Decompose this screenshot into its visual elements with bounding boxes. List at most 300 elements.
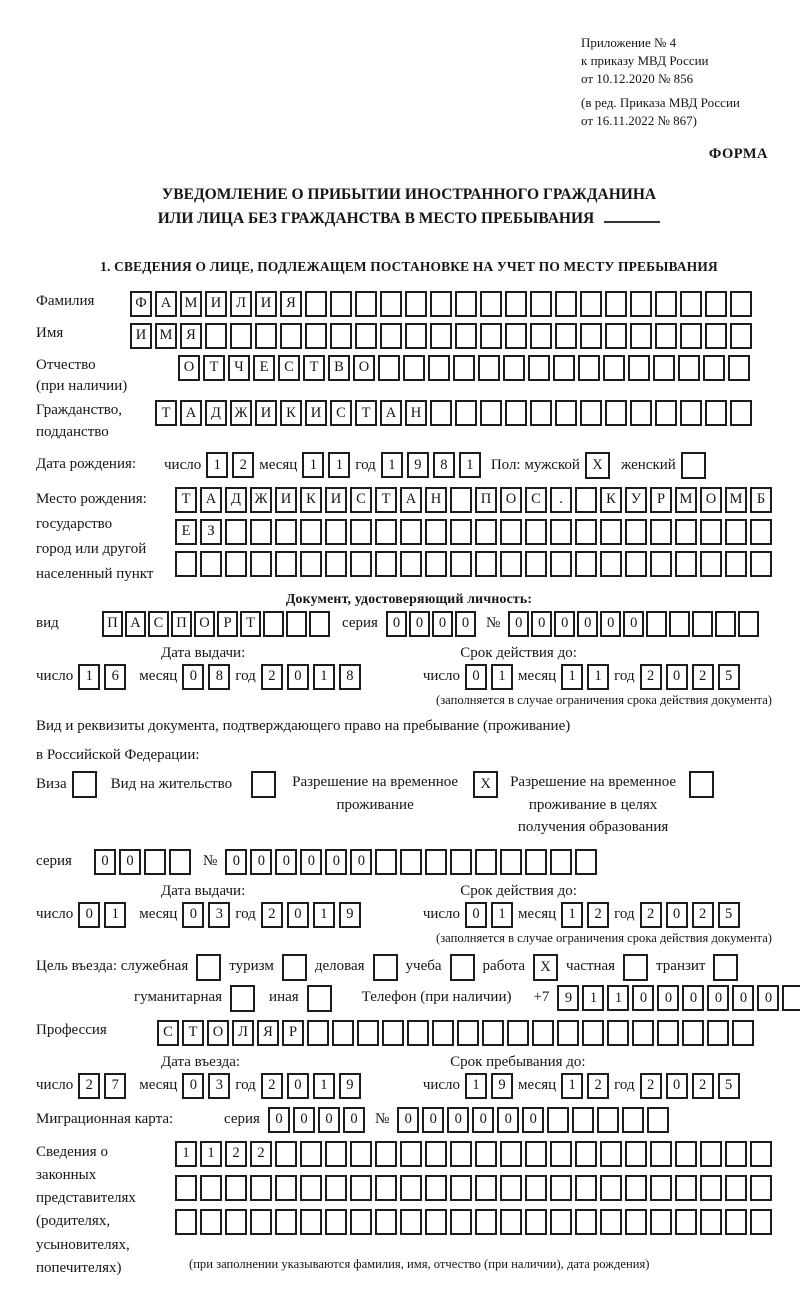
form-cell[interactable] [250,551,272,577]
form-cell[interactable]: 0 [447,1107,469,1133]
form-cell[interactable]: 2 [261,902,283,928]
form-cell[interactable] [375,1209,397,1235]
form-cell[interactable] [730,291,752,317]
form-cell[interactable]: 0 [225,849,247,875]
form-cell[interactable]: 0 [287,1073,309,1099]
form-cell[interactable] [300,1209,322,1235]
form-cell[interactable] [480,323,502,349]
form-cell[interactable]: 0 [78,902,100,928]
form-cell[interactable] [300,551,322,577]
form-cell[interactable]: 0 [182,1073,204,1099]
form-cell[interactable] [678,355,700,381]
form-cell[interactable]: 0 [275,849,297,875]
form-cell[interactable] [530,323,552,349]
form-cell[interactable] [251,771,276,798]
form-cell[interactable]: Т [175,487,197,513]
form-cell[interactable] [669,611,690,637]
form-cell[interactable]: И [275,487,297,513]
form-cell[interactable] [330,291,352,317]
form-cell[interactable] [450,519,472,545]
form-cell[interactable]: 1 [561,1073,583,1099]
form-cell[interactable]: 2 [261,664,283,690]
form-cell[interactable] [350,519,372,545]
form-cell[interactable] [230,323,252,349]
form-cell[interactable]: П [475,487,497,513]
form-cell[interactable]: 1 [313,902,335,928]
form-cell[interactable] [572,1107,594,1133]
form-cell[interactable] [550,849,572,875]
form-cell[interactable] [605,400,627,426]
form-cell[interactable] [425,519,447,545]
form-cell[interactable] [250,1175,272,1201]
form-cell[interactable] [300,519,322,545]
form-cell[interactable]: Я [280,291,302,317]
form-cell[interactable] [575,849,597,875]
form-cell[interactable] [682,1020,704,1046]
form-cell[interactable] [400,519,422,545]
form-cell[interactable] [750,1209,772,1235]
form-cell[interactable] [732,1020,754,1046]
form-cell[interactable] [650,519,672,545]
form-cell[interactable]: 2 [250,1141,272,1167]
form-cell[interactable] [407,1020,429,1046]
form-cell[interactable] [600,519,622,545]
form-cell[interactable]: 8 [433,452,455,478]
form-cell[interactable] [680,323,702,349]
form-cell[interactable]: 0 [325,849,347,875]
form-cell[interactable]: X [473,771,498,798]
form-cell[interactable]: З [200,519,222,545]
form-cell[interactable] [630,291,652,317]
form-cell[interactable]: С [525,487,547,513]
form-cell[interactable]: 0 [472,1107,494,1133]
form-cell[interactable] [703,355,725,381]
form-cell[interactable]: Н [405,400,427,426]
form-cell[interactable]: 7 [104,1073,126,1099]
form-cell[interactable] [275,1209,297,1235]
form-cell[interactable] [450,551,472,577]
form-cell[interactable] [500,519,522,545]
form-cell[interactable] [255,323,277,349]
form-cell[interactable] [450,954,475,981]
form-cell[interactable] [557,1020,579,1046]
form-cell[interactable] [705,400,727,426]
form-cell[interactable]: 0 [432,611,453,637]
form-cell[interactable] [555,400,577,426]
form-cell[interactable] [430,323,452,349]
form-cell[interactable]: 0 [497,1107,519,1133]
form-cell[interactable] [725,1209,747,1235]
form-cell[interactable] [450,849,472,875]
form-cell[interactable]: 0 [522,1107,544,1133]
form-cell[interactable] [730,323,752,349]
form-cell[interactable] [275,551,297,577]
form-cell[interactable] [553,355,575,381]
form-cell[interactable]: 2 [225,1141,247,1167]
form-cell[interactable] [430,400,452,426]
form-cell[interactable]: 2 [692,1073,714,1099]
form-cell[interactable]: Д [205,400,227,426]
form-cell[interactable] [475,849,497,875]
form-cell[interactable]: А [155,291,177,317]
form-cell[interactable]: 2 [78,1073,100,1099]
form-cell[interactable]: 0 [287,664,309,690]
form-cell[interactable] [580,323,602,349]
form-cell[interactable]: X [533,954,558,981]
form-cell[interactable]: Л [232,1020,254,1046]
form-cell[interactable] [550,1209,572,1235]
form-cell[interactable] [625,551,647,577]
form-cell[interactable]: М [155,323,177,349]
form-cell[interactable] [286,611,307,637]
form-cell[interactable] [580,400,602,426]
form-cell[interactable] [475,1175,497,1201]
form-cell[interactable]: 1 [607,985,629,1011]
form-cell[interactable]: Т [240,611,261,637]
form-cell[interactable]: А [180,400,202,426]
form-cell[interactable] [478,355,500,381]
form-cell[interactable] [530,400,552,426]
form-cell[interactable]: Я [257,1020,279,1046]
form-cell[interactable] [175,551,197,577]
form-cell[interactable] [175,1209,197,1235]
form-cell[interactable] [175,1175,197,1201]
form-cell[interactable] [525,849,547,875]
form-cell[interactable] [428,355,450,381]
form-cell[interactable]: 9 [491,1073,513,1099]
form-cell[interactable]: 1 [561,902,583,928]
form-cell[interactable] [625,1175,647,1201]
form-cell[interactable]: 1 [313,664,335,690]
form-cell[interactable]: 0 [666,902,688,928]
form-cell[interactable]: М [180,291,202,317]
form-cell[interactable] [689,771,714,798]
form-cell[interactable] [282,954,307,981]
form-cell[interactable] [455,323,477,349]
form-cell[interactable] [250,519,272,545]
form-cell[interactable] [578,355,600,381]
form-cell[interactable] [605,291,627,317]
form-cell[interactable]: 8 [208,664,230,690]
form-cell[interactable] [505,400,527,426]
form-cell[interactable] [600,1209,622,1235]
form-cell[interactable]: 1 [175,1141,197,1167]
form-cell[interactable]: О [207,1020,229,1046]
form-cell[interactable] [475,519,497,545]
form-cell[interactable]: 0 [182,664,204,690]
form-cell[interactable]: Л [230,291,252,317]
form-cell[interactable] [575,519,597,545]
form-cell[interactable] [675,519,697,545]
form-cell[interactable] [455,400,477,426]
form-cell[interactable] [225,551,247,577]
form-cell[interactable]: С [330,400,352,426]
form-cell[interactable]: О [194,611,215,637]
form-cell[interactable]: 0 [666,1073,688,1099]
form-cell[interactable]: 0 [422,1107,444,1133]
form-cell[interactable] [550,1175,572,1201]
form-cell[interactable]: 0 [409,611,430,637]
form-cell[interactable]: О [700,487,722,513]
form-cell[interactable] [475,551,497,577]
form-cell[interactable] [580,291,602,317]
form-cell[interactable] [715,611,736,637]
form-cell[interactable]: 0 [657,985,679,1011]
form-cell[interactable] [382,1020,404,1046]
form-cell[interactable] [650,1175,672,1201]
form-cell[interactable]: И [325,487,347,513]
form-cell[interactable] [400,849,422,875]
form-cell[interactable] [305,323,327,349]
form-cell[interactable]: П [171,611,192,637]
form-cell[interactable]: 2 [692,664,714,690]
form-cell[interactable]: 0 [554,611,575,637]
form-cell[interactable] [480,291,502,317]
form-cell[interactable]: 0 [666,664,688,690]
form-cell[interactable] [225,1175,247,1201]
form-cell[interactable] [705,323,727,349]
form-cell[interactable] [650,551,672,577]
form-cell[interactable] [730,400,752,426]
form-cell[interactable]: П [102,611,123,637]
form-cell[interactable]: О [500,487,522,513]
form-cell[interactable]: 0 [577,611,598,637]
form-cell[interactable] [500,849,522,875]
form-cell[interactable]: 0 [119,849,141,875]
form-cell[interactable] [300,1175,322,1201]
form-cell[interactable] [425,551,447,577]
form-cell[interactable] [480,400,502,426]
form-cell[interactable] [728,355,750,381]
form-cell[interactable] [525,519,547,545]
form-cell[interactable] [375,849,397,875]
form-cell[interactable]: 1 [582,985,604,1011]
form-cell[interactable] [373,954,398,981]
form-cell[interactable] [325,551,347,577]
form-cell[interactable]: 0 [293,1107,315,1133]
form-cell[interactable]: 2 [587,1073,609,1099]
form-cell[interactable]: Т [203,355,225,381]
form-cell[interactable]: Т [355,400,377,426]
form-cell[interactable]: 0 [623,611,644,637]
form-cell[interactable]: 1 [104,902,126,928]
form-cell[interactable] [750,551,772,577]
form-cell[interactable]: Р [650,487,672,513]
form-cell[interactable]: 2 [587,902,609,928]
form-cell[interactable]: А [380,400,402,426]
form-cell[interactable] [144,849,166,875]
form-cell[interactable] [525,1175,547,1201]
form-cell[interactable] [455,291,477,317]
form-cell[interactable] [425,1175,447,1201]
form-cell[interactable] [307,1020,329,1046]
form-cell[interactable] [547,1107,569,1133]
form-cell[interactable]: 1 [200,1141,222,1167]
form-cell[interactable] [430,291,452,317]
form-cell[interactable] [196,954,221,981]
form-cell[interactable]: 0 [465,664,487,690]
form-cell[interactable] [230,985,255,1012]
form-cell[interactable] [525,1209,547,1235]
form-cell[interactable]: У [625,487,647,513]
form-cell[interactable] [622,1107,644,1133]
form-cell[interactable] [692,611,713,637]
form-cell[interactable] [575,551,597,577]
form-cell[interactable] [400,1175,422,1201]
form-cell[interactable]: О [353,355,375,381]
form-cell[interactable] [725,551,747,577]
form-cell[interactable] [275,1175,297,1201]
form-cell[interactable]: 0 [531,611,552,637]
form-cell[interactable] [681,452,706,479]
form-cell[interactable]: 0 [455,611,476,637]
form-cell[interactable] [225,1209,247,1235]
form-cell[interactable]: Я [180,323,202,349]
form-cell[interactable]: 0 [707,985,729,1011]
form-cell[interactable] [400,551,422,577]
form-cell[interactable]: 2 [640,1073,662,1099]
form-cell[interactable]: Т [375,487,397,513]
form-cell[interactable] [305,291,327,317]
form-cell[interactable] [525,551,547,577]
form-cell[interactable] [425,1209,447,1235]
form-cell[interactable] [550,519,572,545]
form-cell[interactable] [628,355,650,381]
form-cell[interactable] [72,771,97,798]
form-cell[interactable] [375,519,397,545]
form-cell[interactable] [657,1020,679,1046]
form-cell[interactable] [453,355,475,381]
form-cell[interactable]: 0 [508,611,529,637]
form-cell[interactable] [505,291,527,317]
form-cell[interactable]: 5 [718,664,740,690]
form-cell[interactable] [600,551,622,577]
form-cell[interactable] [700,551,722,577]
form-cell[interactable] [350,1209,372,1235]
form-cell[interactable]: Р [282,1020,304,1046]
form-cell[interactable]: А [125,611,146,637]
form-cell[interactable] [355,323,377,349]
form-cell[interactable] [200,551,222,577]
form-cell[interactable]: 5 [718,902,740,928]
form-cell[interactable] [550,551,572,577]
form-cell[interactable]: 1 [206,452,228,478]
form-cell[interactable]: 1 [465,1073,487,1099]
form-cell[interactable]: 0 [682,985,704,1011]
form-cell[interactable] [575,1175,597,1201]
form-cell[interactable] [597,1107,619,1133]
form-cell[interactable] [500,1175,522,1201]
form-cell[interactable] [500,1209,522,1235]
form-cell[interactable]: Ж [250,487,272,513]
form-cell[interactable] [275,519,297,545]
form-cell[interactable] [655,291,677,317]
form-cell[interactable]: 0 [600,611,621,637]
form-cell[interactable] [225,519,247,545]
form-cell[interactable]: Т [182,1020,204,1046]
form-cell[interactable]: 9 [407,452,429,478]
form-cell[interactable] [647,1107,669,1133]
form-cell[interactable]: X [585,452,610,479]
form-cell[interactable]: С [350,487,372,513]
form-cell[interactable]: 1 [491,902,513,928]
form-cell[interactable] [325,519,347,545]
form-cell[interactable]: 0 [287,902,309,928]
form-cell[interactable]: 0 [397,1107,419,1133]
form-cell[interactable] [555,323,577,349]
form-cell[interactable] [650,1209,672,1235]
form-cell[interactable] [169,849,191,875]
form-cell[interactable] [250,1209,272,1235]
form-cell[interactable] [630,400,652,426]
form-cell[interactable]: Ж [230,400,252,426]
form-cell[interactable]: 1 [459,452,481,478]
form-cell[interactable] [600,1175,622,1201]
form-cell[interactable] [655,400,677,426]
form-cell[interactable]: В [328,355,350,381]
form-cell[interactable]: 1 [587,664,609,690]
form-cell[interactable]: 0 [632,985,654,1011]
form-cell[interactable] [355,291,377,317]
form-cell[interactable]: С [148,611,169,637]
form-cell[interactable] [675,1175,697,1201]
form-cell[interactable] [725,519,747,545]
form-cell[interactable] [700,519,722,545]
form-cell[interactable] [309,611,330,637]
form-cell[interactable]: 0 [300,849,322,875]
form-cell[interactable] [403,355,425,381]
form-cell[interactable]: . [550,487,572,513]
form-cell[interactable]: С [157,1020,179,1046]
form-cell[interactable]: М [675,487,697,513]
form-cell[interactable] [782,985,800,1011]
form-cell[interactable] [450,1209,472,1235]
form-cell[interactable] [605,323,627,349]
form-cell[interactable]: К [280,400,302,426]
form-cell[interactable] [603,355,625,381]
form-cell[interactable] [575,487,597,513]
form-cell[interactable]: 5 [718,1073,740,1099]
form-cell[interactable]: Б [750,487,772,513]
form-cell[interactable]: 2 [640,902,662,928]
form-cell[interactable] [263,611,284,637]
form-cell[interactable] [332,1020,354,1046]
form-cell[interactable] [675,1209,697,1235]
form-cell[interactable]: 0 [94,849,116,875]
form-cell[interactable]: 1 [328,452,350,478]
form-cell[interactable]: 0 [386,611,407,637]
form-cell[interactable] [653,355,675,381]
form-cell[interactable]: 6 [104,664,126,690]
form-cell[interactable] [325,1175,347,1201]
form-cell[interactable]: А [400,487,422,513]
form-cell[interactable] [505,323,527,349]
form-cell[interactable] [200,1209,222,1235]
form-cell[interactable] [530,291,552,317]
form-cell[interactable]: 2 [692,902,714,928]
form-cell[interactable] [750,519,772,545]
form-cell[interactable]: 8 [339,664,361,690]
form-cell[interactable]: И [255,400,277,426]
form-cell[interactable] [450,1175,472,1201]
form-cell[interactable] [700,1209,722,1235]
form-cell[interactable] [700,1175,722,1201]
form-cell[interactable] [432,1020,454,1046]
form-cell[interactable] [713,954,738,981]
form-cell[interactable]: М [725,487,747,513]
form-cell[interactable] [380,291,402,317]
form-cell[interactable] [400,1209,422,1235]
